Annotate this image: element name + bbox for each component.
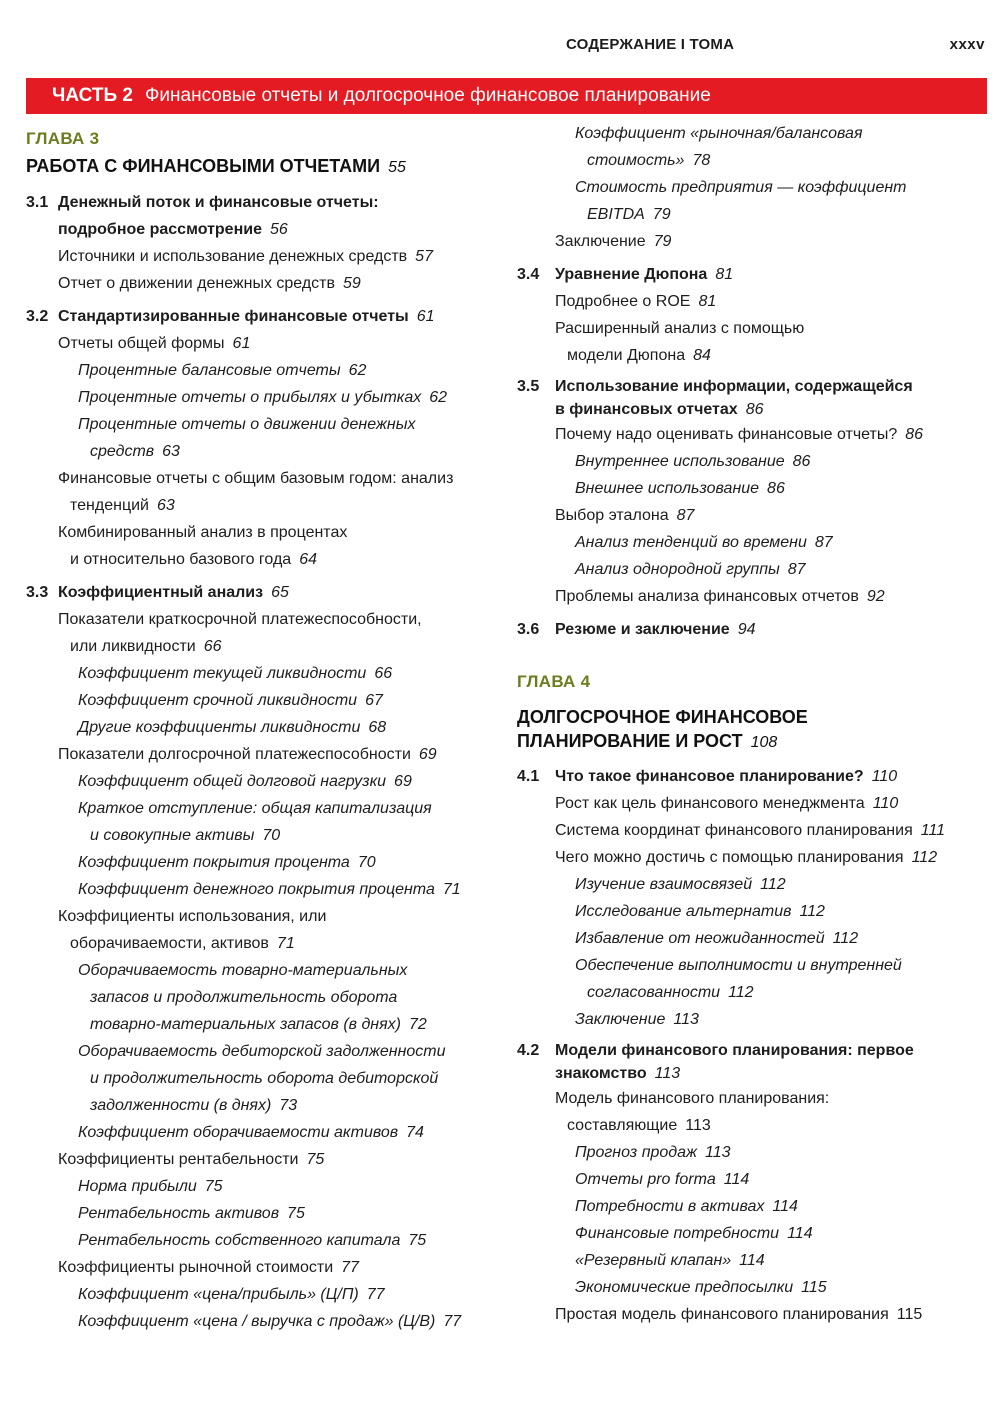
- toc-subentry: Коэффициент оборачиваемости активов 74: [78, 1124, 424, 1141]
- toc-entry: Заключение 79: [555, 233, 672, 250]
- section-4-2: 4.2 Модели финансового планирования: первое: [517, 1042, 914, 1059]
- toc-entry: Выбор эталона 87: [555, 507, 695, 524]
- toc-subentry: Коэффициент покрытия процента 70: [78, 854, 376, 871]
- toc-subentry-cont: задолженности (в днях) 73: [90, 1097, 298, 1114]
- chapter-title: ДОЛГОСРОЧНОЕ ФИНАНСОВОЕ: [517, 707, 808, 727]
- toc-subentry: Отчеты pro forma 114: [575, 1171, 750, 1188]
- toc-subentry-cont: EBITDA 79: [587, 206, 671, 223]
- page-number: xxxv: [949, 36, 985, 53]
- toc-subentry: Рентабельность активов 75: [78, 1205, 305, 1222]
- toc-subentry: Внутреннее использование 86: [575, 453, 811, 470]
- toc-entry-cont: составляющие 113: [567, 1117, 711, 1134]
- toc-entry: Почему надо оценивать финансовые отчеты? 86: [555, 426, 924, 443]
- toc-subentry: Другие коэффициенты ликвидности 68: [78, 719, 387, 736]
- section-3-4: 3.4 Уравнение Дюпона 81: [517, 266, 734, 283]
- toc-subentry-cont: средств 63: [90, 443, 180, 460]
- toc-subentry-cont: и продолжительность оборота дебиторской: [90, 1070, 439, 1087]
- toc-entry: Расширенный анализ с помощью: [555, 320, 805, 337]
- toc-subentry: Избавление от неожиданностей 112: [575, 930, 859, 947]
- toc-subentry: Изучение взаимосвязей 112: [575, 876, 786, 893]
- toc-subentry: Коэффициент денежного покрытия процента 71: [78, 881, 461, 898]
- toc-entry-cont: или ликвидности 66: [70, 638, 222, 655]
- running-header: [540, 34, 985, 56]
- toc-subentry-cont: товарно-материальных запасов (в днях) 72: [90, 1016, 427, 1033]
- toc-entry: Коэффициенты рыночной стоимости 77: [58, 1259, 359, 1276]
- toc-subentry: Потребности в активах 114: [575, 1198, 798, 1215]
- toc-entry-cont: тенденций 63: [70, 497, 175, 514]
- toc-entry: Показатели краткосрочной платежеспособности,: [58, 611, 422, 628]
- toc-entry: Финансовые отчеты с общим базовым годом: анализ: [58, 470, 454, 487]
- toc-subentry: Исследование альтернатив 112: [575, 903, 825, 920]
- toc-subentry-cont: запасов и продолжительность оборота: [90, 989, 398, 1006]
- toc-entry: Коэффициенты использования, или: [58, 908, 327, 925]
- toc-subentry: Экономические предпосылки 115: [575, 1279, 827, 1296]
- toc-subentry-cont: и совокупные активы 70: [90, 827, 281, 844]
- toc-entry-cont: модели Дюпона 84: [567, 347, 711, 364]
- toc-entry: Подробнее о ROE 81: [555, 293, 717, 310]
- section-3-2: 3.2 Стандартизированные финансовые отчеты 61: [26, 308, 435, 325]
- toc-subentry: Рентабельность собственного капитала 75: [78, 1232, 427, 1249]
- toc-subentry: Коэффициент текущей ликвидности 66: [78, 665, 393, 682]
- section-3-6: 3.6 Резюме и заключение 94: [517, 621, 756, 638]
- toc-subentry: Оборачиваемость товарно-материальных: [78, 962, 408, 979]
- chapter-label: ГЛАВА 4: [517, 672, 591, 691]
- section-3-3: 3.3 Коэффициентный анализ 65: [26, 584, 289, 601]
- toc-subentry: Краткое отступление: общая капитализация: [78, 800, 432, 817]
- toc-subentry: Норма прибыли 75: [78, 1178, 223, 1195]
- toc-entry: Комбинированный анализ в процентах: [58, 524, 348, 541]
- toc-entry: Источники и использование денежных средств 57: [58, 248, 433, 265]
- toc-subentry: Внешнее использование 86: [575, 480, 785, 497]
- toc-subentry: Стоимость предприятия — коэффициент: [575, 179, 907, 196]
- toc-subentry: Обеспечение выполнимости и внутренней: [575, 957, 902, 974]
- toc-subentry: Коэффициент общей долговой нагрузки 69: [78, 773, 412, 790]
- toc-subentry: Коэффициент «цена / выручка с продаж» (Ц/В) 77: [78, 1313, 462, 1330]
- toc-entry: Система координат финансового планирования 111: [555, 822, 946, 839]
- toc-subentry: Процентные отчеты о движении денежных: [78, 416, 416, 433]
- section-3-5: 3.5 Использование информации, содержащейся: [517, 378, 913, 395]
- toc-entry-cont: и относительно базового года 64: [70, 551, 317, 568]
- toc-subentry: Прогноз продаж 113: [575, 1144, 731, 1161]
- section-3-1-cont: подробное рассмотрение 56: [58, 221, 288, 238]
- left-column: [26, 120, 496, 1335]
- toc-subentry: Финансовые потребности 114: [575, 1225, 813, 1242]
- chapter-title: РАБОТА С ФИНАНСОВЫМИ ОТЧЕТАМИ 55: [26, 156, 406, 176]
- right-column: [517, 120, 992, 1328]
- toc-entry: Рост как цель финансового менеджмента 110: [555, 795, 899, 812]
- toc-subentry-cont: согласованности 112: [587, 984, 754, 1001]
- toc-entry: Модель финансового планирования:: [555, 1090, 830, 1107]
- part-banner: [26, 78, 987, 114]
- toc-entry: Чего можно достичь с помощью планирования 112: [555, 849, 938, 866]
- section-4-2-cont: знакомство 113: [555, 1065, 681, 1082]
- part-title: Финансовые отчеты и долгосрочное финансовое планирование: [144, 85, 711, 106]
- section-4-1: 4.1 Что такое финансовое планирование? 110: [517, 768, 898, 785]
- toc-entry: Простая модель финансового планирования 115: [555, 1306, 923, 1323]
- chapter-title-cont: ПЛАНИРОВАНИЕ И РОСТ 108: [517, 731, 778, 751]
- toc-entry: Коэффициенты рентабельности 75: [58, 1151, 325, 1168]
- section-3-5-cont: в финансовых отчетах 86: [555, 401, 764, 418]
- toc-entry: Отчет о движении денежных средств 59: [58, 275, 361, 292]
- toc-entry: Проблемы анализа финансовых отчетов 92: [555, 588, 885, 605]
- toc-subentry: Процентные отчеты о прибылях и убытках 62: [78, 389, 448, 406]
- running-title: СОДЕРЖАНИЕ I ТОМА: [566, 36, 735, 53]
- toc-subentry: «Резервный клапан» 114: [575, 1252, 765, 1269]
- toc-subentry: Коэффициент «рыночная/балансовая: [575, 125, 863, 142]
- toc-subentry: Заключение 113: [575, 1011, 699, 1028]
- toc-subentry: Анализ однородной группы 87: [575, 561, 806, 578]
- toc-subentry-cont: стоимость» 78: [587, 152, 711, 169]
- toc-subentry: Оборачиваемость дебиторской задолженности: [78, 1043, 446, 1060]
- toc-subentry: Анализ тенденций во времени 87: [575, 534, 833, 551]
- toc-subentry: Процентные балансовые отчеты 62: [78, 362, 367, 379]
- chapter-label: ГЛАВА 3: [26, 129, 100, 148]
- toc-entry-cont: оборачиваемости, активов 71: [70, 935, 295, 952]
- toc-subentry: Коэффициент срочной ликвидности 67: [78, 692, 383, 709]
- toc-subentry: Коэффициент «цена/прибыль» (Ц/П) 77: [78, 1286, 385, 1303]
- toc-entry: Показатели долгосрочной платежеспособности 69: [58, 746, 437, 763]
- section-3-1: 3.1 Денежный поток и финансовые отчеты:: [26, 194, 379, 211]
- part-label: ЧАСТЬ 2: [52, 85, 133, 106]
- toc-entry: Отчеты общей формы 61: [58, 335, 251, 352]
